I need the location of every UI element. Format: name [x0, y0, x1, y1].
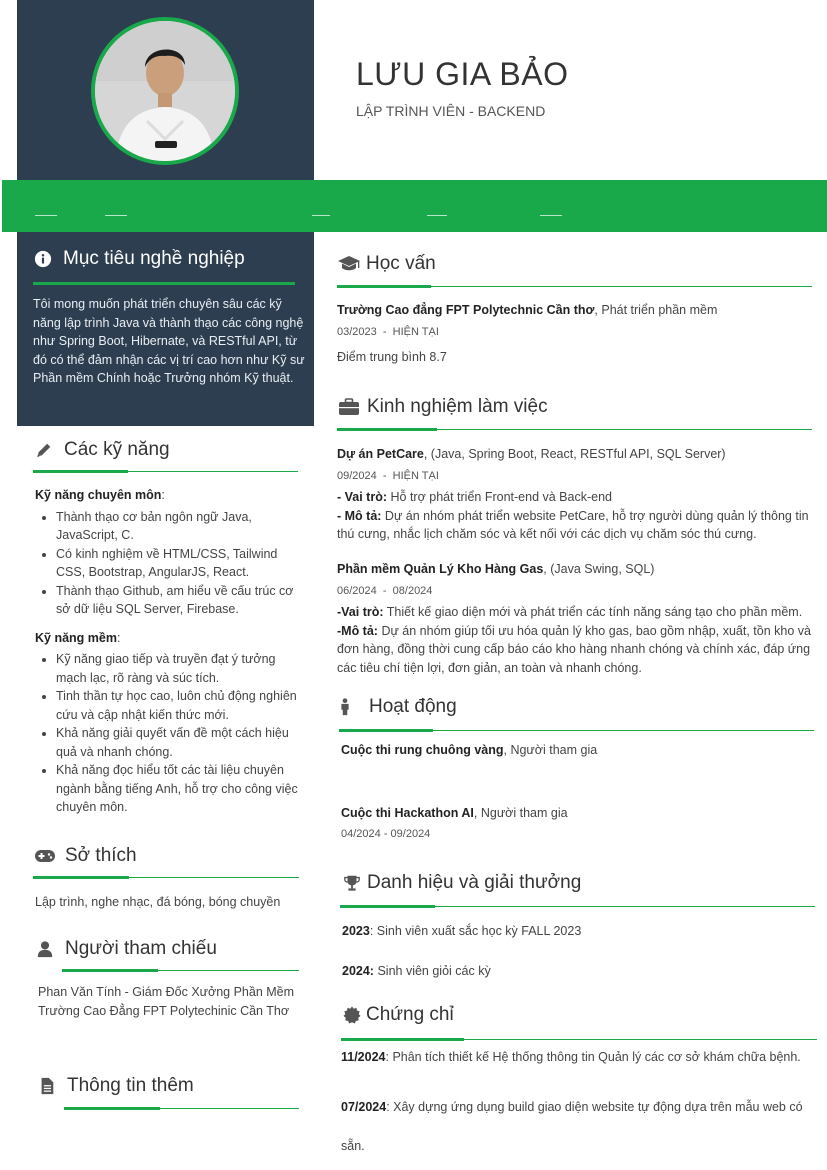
skills-title: Các kỹ năng	[64, 439, 170, 460]
briefcase-icon	[337, 398, 361, 416]
section-rule-thin	[431, 286, 812, 287]
objective-text: Tôi mong muốn phát triển chuyên sâu các kỹ năng lập trình Java và thành thạo các công nghệ như Spring Boot, Hibernate, và RESTful API, từ đó có thể đảm nhận các vị trí cao hơn như Kỹ sư Phần mềm Chính hoặc Trưởng nhóm Kỹ thuật.	[33, 297, 305, 385]
professional-skills-list	[35, 508, 300, 619]
award-text: : Sinh viên xuất sắc học kỳ FALL 2023	[369, 924, 582, 938]
certificate-date: 07/2024	[341, 1100, 387, 1114]
section-rule-thin	[464, 1039, 817, 1040]
education-title: Học vấn	[366, 253, 436, 274]
project-name: Dự án PetCare	[337, 447, 424, 461]
gamepad-icon	[33, 847, 57, 865]
awards-title: Danh hiệu và giải thưởng	[367, 872, 582, 893]
section-rule-thin	[160, 1108, 299, 1109]
experience-item: Dự án PetCare, (Java, Spring Boot, React, RESTful API, SQL Server) 09/2024 - HIỆN TẠI - Vai trò: Hỗ trợ phát triển Front-end và Back-end - Mô tả: Dự án nhóm phát triển website PetCare, hỗ trợ người dùng quản lý thông tin thú cưng, nhắc lịch chăm sóc và kết nối với các dịch vụ chăm sóc thú cưng.	[337, 447, 809, 541]
list-item: • Thành thạo cơ bản ngôn ngữ Java, JavaScript, C.	[56, 508, 300, 545]
objective-section	[17, 232, 314, 426]
major: , Phát triển phần mềm	[594, 303, 718, 317]
graduation-cap-icon	[337, 255, 361, 273]
experience-title: Kinh nghiệm làm việc	[367, 396, 548, 417]
award-year: 2023	[342, 924, 370, 938]
section-rule-thin	[129, 877, 299, 878]
skills-body: Kỹ năng chuyên môn: • Thành thạo cơ bản ngôn ngữ Java, JavaScript, C. • Có kinh nghiệm về HTML/CSS, Tailwind CSS, Bootstrap, AngularJS, React. • Thành thạo Github, am hiểu về cấu trúc cơ sở dữ liệu SQL Server, Firebase. Kỹ năng mềm: • Kỹ năng giao tiếp và truyền đạt ý tưởng mạch lạc, rõ ràng và súc tích. • Tinh thần tự học cao, luôn chủ động nghiên cứu và cập nhật kiến thức mới. • Khả năng giải quyết vấn đề một cách hiệu quả và nhanh chóng. • Khả năng đọc hiểu tốt các tài liệu chuyên ngành bằng tiếng Anh, hỗ trợ cho công việc chuyên môn.	[35, 486, 300, 817]
experience-item: Phần mềm Quản Lý Kho Hàng Gas, (Java Swing, SQL) 06/2024 - 08/2024 -Vai trò: Thiết kế giao diện mới và phát triển các tính năng sáng tạo cho phần mềm. -Mô tả: Dự án nhóm giúp tối ưu hóa quản lý kho gas, bao gồm nhập, xuất, tồn kho và đơn hàng, đồng thời cung cấp báo cáo kho hàng nhanh chóng và chính xác, đáp ứng các tiêu chí tiện lợi, đơn giản, an toàn và nhanh chóng.	[337, 562, 811, 675]
list-item: • Khả năng giải quyết vấn đề một cách hiệu quả và nhanh chóng.	[56, 724, 300, 761]
school-name: Trường Cao đẳng FPT Polytechnic Cần thơ	[337, 303, 595, 317]
section-rule	[33, 282, 295, 285]
references-body	[38, 983, 303, 1020]
education-heading	[337, 253, 436, 275]
references-title: Người tham chiếu	[65, 938, 217, 959]
activity-role: , Người tham gia	[473, 806, 568, 820]
gpa: Điểm trung bình 8.7	[337, 350, 447, 364]
bar-line	[427, 215, 447, 216]
role-label: - Vai trò:	[337, 490, 388, 504]
activity-item	[341, 741, 811, 760]
activity-name: Cuộc thi rung chuông vàng	[341, 743, 504, 757]
certificates-title: Chứng chỉ	[366, 1004, 454, 1025]
activity-name: Cuộc thi Hackathon AI	[341, 806, 474, 820]
professional-skills-label: Kỹ năng chuyên môn	[35, 488, 162, 502]
award-item	[342, 962, 812, 981]
desc-label: -Mô tả:	[337, 623, 378, 638]
activity-role: , Người tham gia	[503, 743, 598, 757]
candidate-role: LẬP TRÌNH VIÊN - BACKEND	[356, 103, 546, 119]
avatar	[91, 17, 239, 165]
section-rule	[337, 285, 431, 288]
section-rule	[339, 729, 433, 732]
project-tech: , (Java, Spring Boot, React, RESTful API, SQL Server)	[423, 447, 726, 461]
date-start: 06/2024	[337, 584, 377, 597]
portrait-image	[95, 21, 235, 161]
hobbies-heading	[33, 845, 137, 867]
bar-line	[35, 215, 57, 216]
certificates-heading	[340, 1004, 454, 1026]
section-rule-thin	[435, 906, 815, 907]
person-icon	[333, 698, 357, 716]
activity-item	[341, 804, 811, 843]
candidate-name: LƯU GIA BẢO	[356, 56, 569, 92]
info-circle-icon	[31, 250, 55, 268]
role-text: Thiết kế giao diện mới và phát triển các tính năng sáng tạo cho phần mềm.	[383, 605, 803, 619]
header-green-bar	[2, 180, 827, 232]
section-rule	[62, 969, 158, 972]
section-rule	[341, 1038, 464, 1041]
date-end: HIỆN TẠI	[392, 325, 439, 338]
soft-skills-label: Kỹ năng mềm	[35, 630, 117, 645]
project-tech: , (Java Swing, SQL)	[543, 562, 655, 576]
certificate-text: : Xây dựng ứng dụng build giao diện website tự động dựa trên mẫu web có sẵn.	[341, 1100, 803, 1153]
more-info-heading	[35, 1075, 194, 1097]
section-rule-thin	[128, 471, 298, 472]
section-rule	[33, 470, 128, 473]
objective-title: Mục tiêu nghề nghiệp	[63, 248, 245, 269]
photo-panel	[17, 0, 314, 180]
certificate-item	[341, 1088, 816, 1166]
education-body: Trường Cao đẳng FPT Polytechnic Cần thơ, Phát triển phần mềm 03/2023 - HIỆN TẠI Điểm trung bình 8.7	[337, 301, 812, 367]
section-rule	[64, 1107, 160, 1110]
section-rule	[340, 905, 435, 908]
reference-line: Phan Văn Tính - Giám Đốc Xưởng Phần Mềm	[38, 985, 295, 999]
skills-heading	[32, 439, 170, 461]
reference-line: Trường Cao Đẳng FPT Polytechinic Cần Thơ	[38, 1003, 290, 1018]
certificate-date: 11/2024	[341, 1050, 386, 1064]
more-info-title: Thông tin thêm	[67, 1075, 194, 1096]
desc-text: Dự án nhóm phát triển website PetCare, hỗ trợ người dùng quản lý thông tin thú cưng, nhắc lịch chăm sóc và kết nối với các dịch vụ chăm sóc thú cưng.	[337, 508, 809, 541]
certificate-text: : Phân tích thiết kế Hệ thống thông tin Quản lý các cơ sở khám chữa bệnh.	[385, 1050, 801, 1064]
desc-label: - Mô tả:	[337, 508, 382, 523]
list-item: • Tinh thần tự học cao, luôn chủ động nghiên cứu và cập nhật kiến thức mới.	[56, 687, 300, 724]
list-item: • Kỹ năng giao tiếp và truyền đạt ý tưởng mạch lạc, rõ ràng và súc tích.	[56, 650, 300, 687]
section-rule	[33, 876, 129, 879]
section-rule	[337, 428, 437, 431]
award-text: Sinh viên giỏi các kỳ	[373, 964, 491, 978]
section-rule-thin	[158, 970, 299, 971]
list-item: • Khả năng đọc hiểu tốt các tài liệu chuyên ngành bằng tiếng Anh, hỗ trợ cho công việc chuyên môn.	[56, 761, 300, 817]
bar-line	[312, 215, 330, 216]
date-start: 09/2024	[337, 469, 377, 482]
hobbies-title: Sở thích	[65, 845, 137, 866]
activities-title: Hoạt động	[369, 696, 457, 717]
soft-skills-list	[35, 650, 300, 817]
role-text: Hỗ trợ phát triển Front-end và Back-end	[387, 490, 612, 504]
date-start: 03/2023	[337, 325, 377, 338]
section-rule-thin	[433, 730, 814, 731]
file-text-icon	[35, 1077, 59, 1095]
activities-heading	[333, 696, 457, 718]
activity-date: 04/2024 - 09/2024	[341, 827, 431, 840]
certificate-icon	[340, 1006, 364, 1024]
trophy-icon	[340, 874, 364, 892]
experience-heading	[337, 396, 548, 418]
date-end: HIỆN TẠI	[392, 469, 439, 482]
pencil-icon	[32, 441, 56, 459]
award-year: 2024:	[342, 964, 374, 978]
date-end: 08/2024	[392, 584, 433, 597]
certificate-item	[341, 1048, 816, 1067]
bar-line	[105, 215, 127, 216]
award-item	[342, 922, 812, 941]
awards-heading	[340, 872, 581, 894]
objective-heading	[31, 248, 245, 270]
list-item: • Có kinh nghiệm về HTML/CSS, Tailwind CSS, Bootstrap, AngularJS, React.	[56, 545, 300, 582]
bar-line	[540, 215, 562, 216]
user-icon	[33, 940, 57, 958]
list-item: • Thành thạo Github, am hiểu về cấu trúc cơ sở dữ liệu SQL Server, Firebase.	[56, 582, 300, 619]
references-heading	[33, 938, 217, 960]
project-name: Phần mềm Quản Lý Kho Hàng Gas	[337, 562, 544, 576]
hobbies-text: Lập trình, nghe nhạc, đá bóng, bóng chuyền	[35, 895, 281, 909]
role-label: -Vai trò:	[337, 605, 384, 619]
desc-text: Dự án nhóm giúp tối ưu hóa quản lý kho gas, bao gồm nhập, xuất, tồn kho và đơn hàng, đồng thời cung cấp báo cáo kho hàng nhanh chóng và chính xác, đáp ứng các tiêu chí tiện lợi, đơn giản, an toàn và nhanh chóng.	[337, 623, 811, 675]
section-rule-thin	[437, 429, 812, 430]
